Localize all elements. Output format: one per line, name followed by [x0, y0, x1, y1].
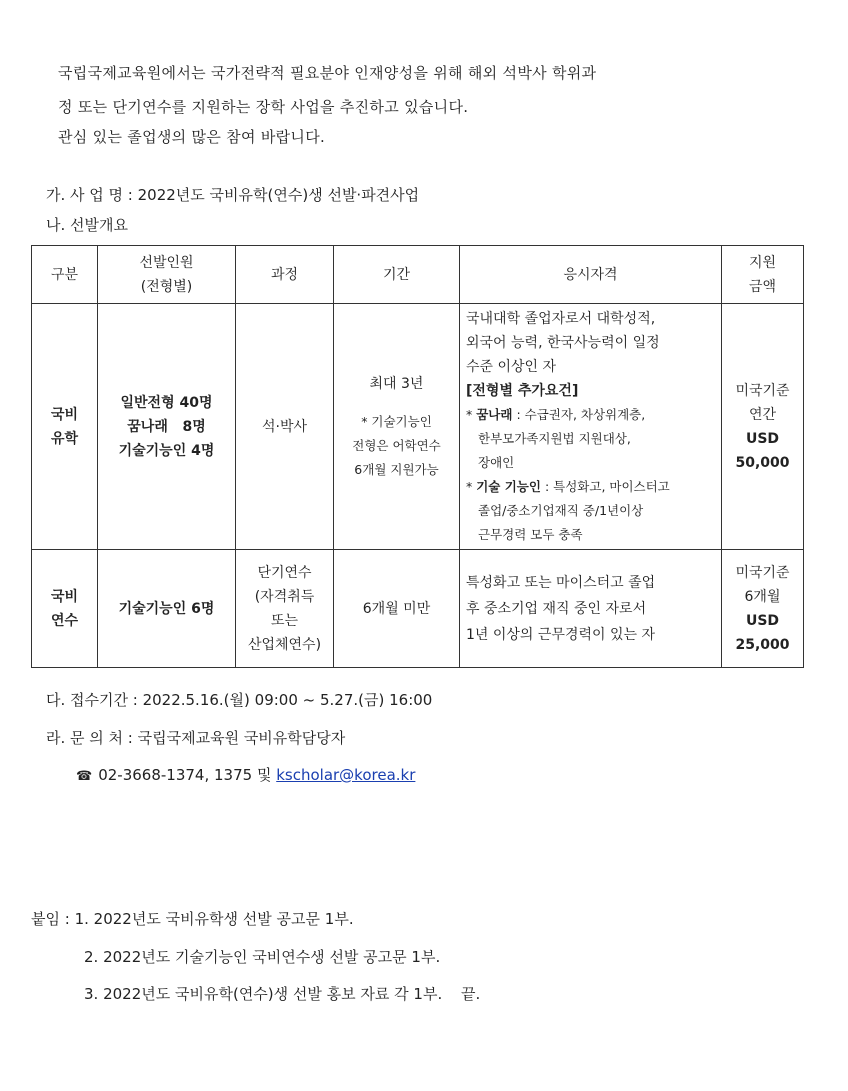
section-da-application-period: 다. 접수기간 : 2022.5.16.(월) 09:00 ~ 5.27.(금) 16:00: [46, 691, 433, 709]
row1-amount: 미국기준 연간 USD 50,000: [722, 304, 804, 550]
row1-course: 석·박사: [236, 304, 334, 550]
contact-phone: 02-3668-1374, 1375 및: [98, 766, 272, 784]
header-period: 기간: [334, 246, 460, 304]
section-ga-project-name: 가. 사 업 명 : 2022년도 국비유학(연수)생 선발·파견사업: [46, 186, 420, 204]
row1-category: 국비 유학: [32, 304, 98, 550]
table-row-training: [32, 550, 804, 668]
attachments-label: 붙임 :: [31, 910, 75, 928]
attachment-item-2: 2. 2022년도 기술기능인 국비연수생 선발 공고문 1부.: [84, 948, 441, 966]
row1-period: 최대 3년 * 기술기능인 전형은 어학연수 6개월 지원가능: [334, 304, 460, 550]
attachment-line-1: [31, 908, 354, 929]
attachment-item-1: 1. 2022년도 국비유학생 선발 공고문 1부.: [74, 910, 354, 928]
row2-course: 단기연수 (자격취득 또는 산업체연수): [236, 550, 334, 668]
row2-selection: 기술기능인 6명: [98, 550, 236, 668]
row2-category: 국비 연수: [32, 550, 98, 668]
row1-qualification: 국내대학 졸업자로서 대학성적, 외국어 능력, 한국사능력이 일정 수준 이상인 자 [전형별 추가요건] * 꿈나래 : 수급권자, 차상위계층, 한부모가족지원법 지원대상, 장애인 * 기술 기능인 : 특성화고, 마이스터고 졸업/중소기업재직 중/1년이상 근무경력 모두 충족: [460, 304, 722, 550]
phone-icon: ☎: [76, 769, 93, 784]
intro-line-2: 정 또는 단기연수를 지원하는 장학 사업을 추진하고 있습니다.: [58, 98, 469, 116]
table-header-row: [32, 246, 804, 304]
header-amount: 지원 금액: [722, 246, 804, 304]
header-category: 구분: [32, 246, 98, 304]
section-ra-contact: 라. 문 의 처 : 국립국제교육원 국비유학담당자: [46, 729, 346, 747]
header-course: 과정: [236, 246, 334, 304]
row1-selection: 일반전형 40명 꿈나래 8명 기술기능인 4명: [98, 304, 236, 550]
attachment-line-3: [84, 983, 480, 1004]
attachments-end: 끝.: [461, 985, 481, 1003]
intro-line-3: 관심 있는 졸업생의 많은 참여 바랍니다.: [58, 128, 326, 146]
attachment-item-3: 3. 2022년도 국비유학(연수)생 선발 홍보 자료 각 1부.: [84, 985, 443, 1003]
header-qualification: 응시자격: [460, 246, 722, 304]
intro-line-1: 국립국제교육원에서는 국가전략적 필요분야 인재양성을 위해 해외 석박사 학위과: [58, 64, 597, 82]
row2-qualification: 특성화고 또는 마이스터고 졸업 후 중소기업 재직 중인 자로서 1년 이상의 근무경력이 있는 자: [460, 550, 722, 668]
contact-line: [76, 764, 415, 785]
header-selection: 선발인원 (전형별): [98, 246, 236, 304]
row2-period: 6개월 미만: [334, 550, 460, 668]
selection-overview-table: [31, 245, 804, 668]
row2-amount: 미국기준 6개월 USD 25,000: [722, 550, 804, 668]
contact-email-link[interactable]: kscholar@korea.kr: [276, 766, 416, 784]
table-row-study-abroad: [32, 304, 804, 550]
section-na-overview-heading: 나. 선발개요: [46, 216, 128, 234]
